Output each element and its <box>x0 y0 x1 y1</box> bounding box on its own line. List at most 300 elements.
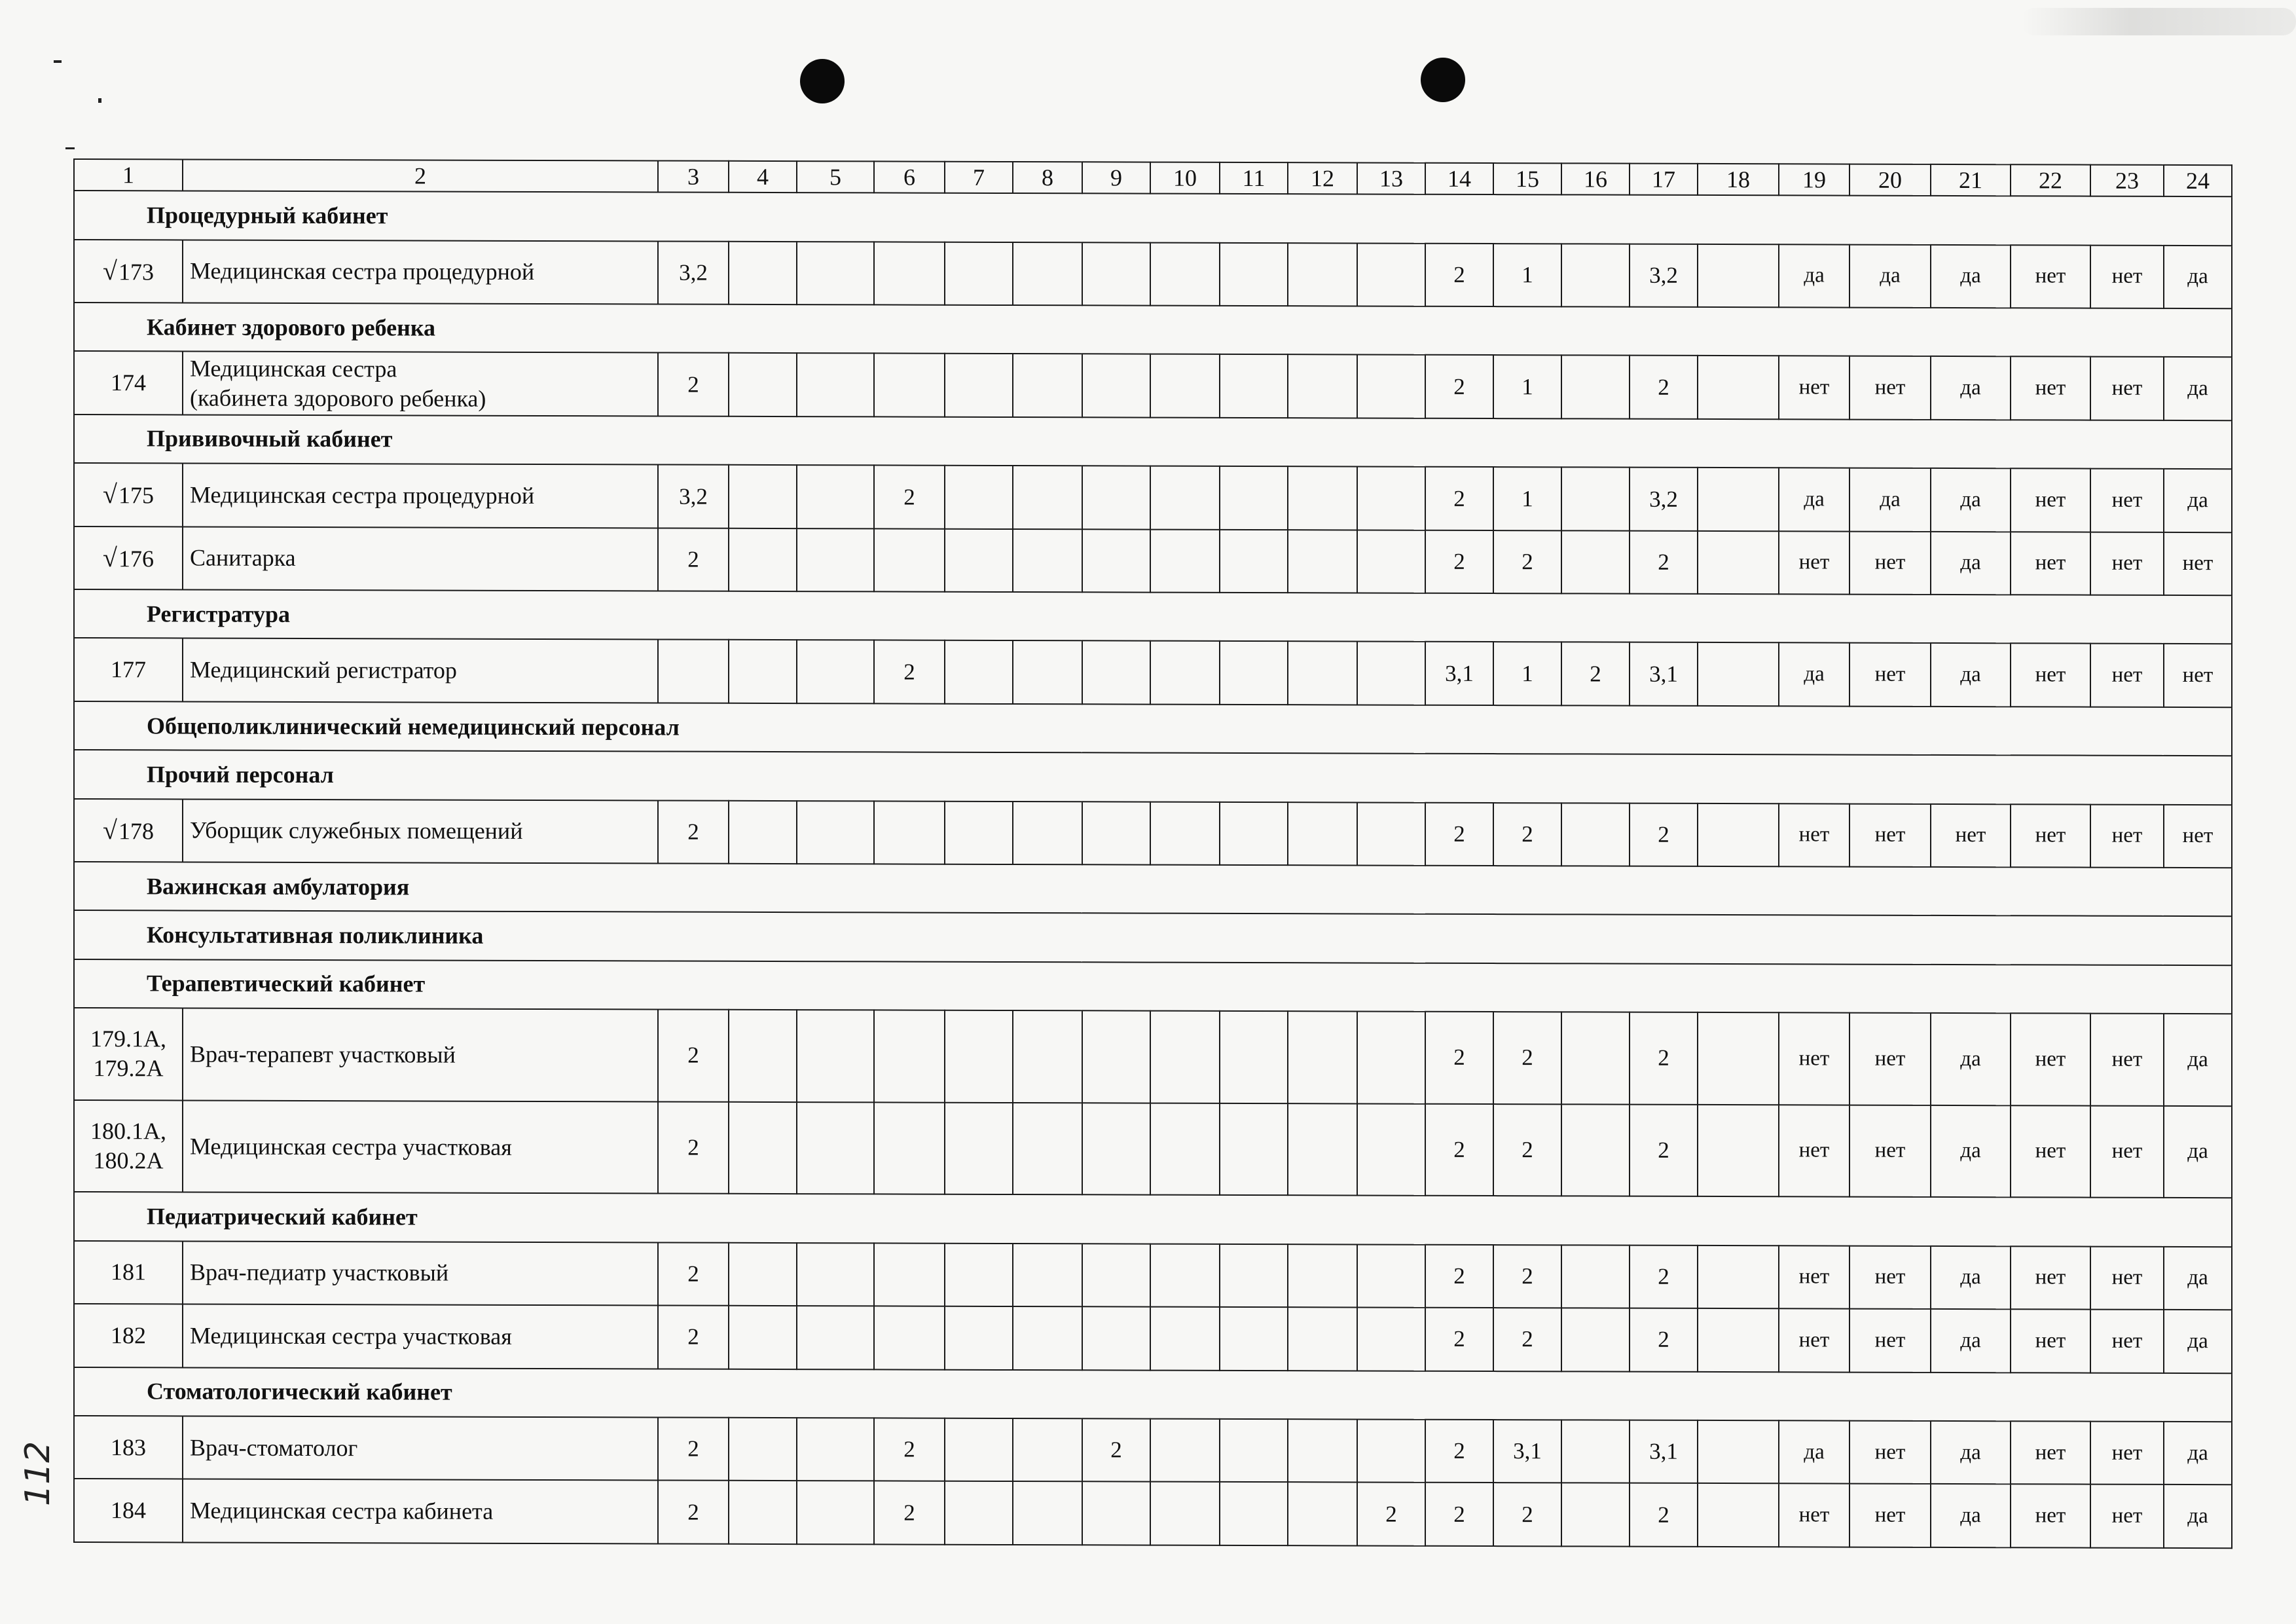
row-number-cell <box>74 351 183 415</box>
value-cell <box>1220 529 1288 593</box>
position-name: Медицинская сестра участковая <box>190 1322 512 1350</box>
value-cell: 2 <box>874 466 945 529</box>
value-cell <box>1220 1244 1288 1308</box>
row-number-cell <box>74 1100 183 1192</box>
value-cell: 1 <box>1493 642 1561 705</box>
value-cell <box>945 1418 1013 1482</box>
value-cell <box>1288 1244 1357 1308</box>
value-cell: 2 <box>658 1242 729 1306</box>
yes-no-cell: нет <box>2011 532 2090 595</box>
value-cell <box>1698 642 1779 706</box>
value-cell <box>797 465 874 528</box>
value-cell <box>1561 1012 1630 1104</box>
value-cell: 2 <box>1357 1483 1425 1546</box>
yes-no-cell: нет <box>1779 803 1850 867</box>
value-cell: 1 <box>1493 467 1561 530</box>
value-cell <box>945 242 1013 305</box>
header-cell: 5 <box>797 161 874 193</box>
value-cell: 3,2 <box>658 465 729 528</box>
table-row <box>74 1416 2232 1485</box>
section-title: Педиатрический кабинет <box>74 1192 2232 1247</box>
value-cell <box>1561 244 1630 307</box>
value-cell: 1 <box>1493 244 1561 307</box>
value-cell: 2 <box>1630 803 1698 866</box>
value-cell: 2 <box>874 1481 945 1545</box>
yes-no-cell: да <box>1931 1013 2011 1105</box>
table-row <box>74 351 2232 420</box>
yes-no-cell: да <box>1779 468 1850 531</box>
section-row <box>74 910 2232 965</box>
value-cell <box>1013 802 1082 865</box>
table-row <box>74 240 2232 309</box>
value-cell <box>797 801 874 864</box>
yes-no-cell: нет <box>1850 531 1931 595</box>
value-cell <box>874 242 945 305</box>
scan-speck <box>98 98 101 103</box>
value-cell <box>1561 1420 1630 1483</box>
position-name-cell <box>183 1304 658 1369</box>
row-number-cell <box>74 638 183 701</box>
value-cell: 2 <box>1493 1104 1561 1196</box>
yes-no-cell: нет <box>1779 1484 1850 1547</box>
header-cell: 9 <box>1082 162 1150 194</box>
yes-no-cell: нет <box>2090 357 2164 420</box>
value-cell <box>729 241 797 304</box>
value-cell <box>1082 1010 1150 1103</box>
yes-no-cell: нет <box>2164 804 2232 868</box>
header-cell: 16 <box>1561 163 1630 195</box>
row-number: 175 <box>118 482 154 509</box>
value-cell <box>797 353 874 416</box>
position-name: Медицинская сестра <box>190 355 397 382</box>
section-row <box>74 701 2232 756</box>
value-cell <box>729 1242 797 1306</box>
value-cell <box>1698 356 1779 419</box>
value-cell <box>1357 1012 1425 1104</box>
section-title: Консультативная поликлиника <box>74 910 2232 965</box>
scan-speck <box>65 147 75 149</box>
table-row <box>74 1479 2232 1548</box>
yes-no-cell: да <box>2164 1310 2232 1373</box>
value-cell: 2 <box>1630 1012 1698 1105</box>
value-cell <box>729 1306 797 1369</box>
yes-no-cell: да <box>2164 469 2232 532</box>
value-cell <box>658 640 729 703</box>
table-row <box>74 1241 2232 1310</box>
yes-no-cell: нет <box>2011 644 2090 707</box>
yes-no-cell: нет <box>2011 1309 2090 1373</box>
position-name: Врач-терапевт участковый <box>190 1041 456 1068</box>
yes-no-cell: нет <box>1779 1012 1850 1105</box>
yes-no-cell: нет <box>1779 1246 1850 1309</box>
value-cell <box>1288 243 1357 306</box>
position-name-cell <box>183 799 658 863</box>
value-cell <box>729 1418 797 1481</box>
value-cell: 2 <box>658 1010 729 1102</box>
section-row <box>74 862 2232 917</box>
yes-no-cell: нет <box>2090 245 2164 308</box>
value-cell <box>797 1418 874 1481</box>
value-cell: 2 <box>1425 1483 1493 1546</box>
position-name: Медицинская сестра кабинета <box>190 1497 494 1524</box>
value-cell <box>1013 1103 1082 1195</box>
value-cell <box>729 1101 797 1194</box>
yes-no-cell: нет <box>1850 1421 1931 1485</box>
value-cell <box>729 353 797 416</box>
row-number-cell <box>74 463 183 526</box>
position-name-cell <box>183 526 658 591</box>
value-cell: 2 <box>874 1418 945 1481</box>
yes-no-cell: да <box>1931 532 2011 595</box>
value-cell: 2 <box>1425 530 1493 593</box>
value-cell: 2 <box>1425 1308 1493 1371</box>
yes-no-cell: да <box>1779 1420 1850 1484</box>
value-cell <box>1013 1010 1082 1103</box>
value-cell <box>874 1306 945 1370</box>
value-cell <box>1082 1306 1150 1370</box>
value-cell <box>1013 1244 1082 1307</box>
row-number: 181 <box>111 1259 146 1285</box>
value-cell <box>945 1010 1013 1103</box>
scan-speck <box>54 60 62 63</box>
value-cell <box>1357 1419 1425 1483</box>
value-cell: 2 <box>1630 1308 1698 1372</box>
value-cell <box>1561 1245 1630 1308</box>
header-cell: 15 <box>1493 163 1561 195</box>
value-cell <box>1013 354 1082 417</box>
yes-no-cell: нет <box>1779 1308 1850 1372</box>
value-cell <box>945 354 1013 417</box>
yes-no-cell: да <box>2164 1247 2232 1310</box>
value-cell <box>729 528 797 591</box>
position-name-cell <box>183 1479 658 1544</box>
value-cell <box>1698 803 1779 866</box>
value-cell <box>1288 1307 1357 1371</box>
value-cell: 3,1 <box>1630 1420 1698 1484</box>
value-cell <box>1220 1482 1288 1545</box>
value-cell: 2 <box>1493 1483 1561 1546</box>
punch-hole-icon <box>800 59 845 103</box>
value-cell <box>1561 356 1630 419</box>
yes-no-cell: да <box>1850 244 1931 308</box>
value-cell <box>1561 1104 1630 1196</box>
header-cell: 18 <box>1698 164 1779 196</box>
yes-no-cell: да <box>2164 1485 2232 1548</box>
value-cell <box>1220 1419 1288 1483</box>
section-row <box>74 750 2232 805</box>
header-cell: 1 <box>74 159 183 191</box>
value-cell <box>1698 1246 1779 1309</box>
value-cell <box>1220 354 1288 418</box>
value-cell <box>797 640 874 703</box>
value-cell <box>1220 641 1288 705</box>
value-cell <box>874 528 945 592</box>
value-cell <box>1357 1244 1425 1308</box>
yes-no-cell: нет <box>1779 1105 1850 1197</box>
yes-no-cell: нет <box>2011 1485 2090 1548</box>
value-cell <box>1288 1011 1357 1103</box>
header-cell: 23 <box>2090 165 2164 197</box>
row-number: 178 <box>118 817 154 845</box>
yes-no-cell: нет <box>1779 531 1850 595</box>
yes-no-cell: нет <box>2090 1014 2164 1106</box>
table-row <box>74 799 2232 868</box>
value-cell <box>1082 1244 1150 1307</box>
value-cell <box>1082 529 1150 593</box>
value-cell <box>1082 466 1150 529</box>
row-number-cell <box>74 799 183 862</box>
header-cell: 3 <box>658 160 729 193</box>
header-cell: 11 <box>1220 162 1288 194</box>
value-cell: 2 <box>1630 1104 1698 1196</box>
yes-no-cell: да <box>2164 245 2232 308</box>
value-cell <box>1561 530 1630 594</box>
value-cell: 2 <box>658 1481 729 1544</box>
value-cell: 2 <box>1493 803 1561 866</box>
value-cell: 2 <box>1630 1245 1698 1308</box>
value-cell <box>797 1010 874 1102</box>
value-cell: 2 <box>1425 243 1493 306</box>
section-title: Прививочный кабинет <box>74 415 2232 470</box>
value-cell <box>1150 1482 1220 1545</box>
header-cell: 24 <box>2164 165 2232 197</box>
yes-no-cell: нет <box>1850 1309 1931 1373</box>
section-title: Общеполиклинический немедицинский персонал <box>74 701 2232 756</box>
value-cell <box>797 1243 874 1306</box>
row-number-cell <box>74 1479 183 1542</box>
yes-no-cell: да <box>2164 357 2232 420</box>
position-name-cell <box>183 1008 658 1101</box>
yes-no-cell: да <box>1779 244 1850 308</box>
yes-no-cell: нет <box>2011 1013 2090 1105</box>
row-number-cell <box>74 1241 183 1304</box>
yes-no-cell: нет <box>2011 1421 2090 1485</box>
yes-no-cell: нет <box>1850 1246 1931 1309</box>
value-cell: 3,1 <box>1493 1420 1561 1483</box>
value-cell: 2 <box>658 353 729 416</box>
yes-no-cell: нет <box>1850 1105 1931 1197</box>
row-number: 173 <box>118 258 154 286</box>
value-cell: 2 <box>1425 355 1493 418</box>
value-cell: 2 <box>1425 1420 1493 1483</box>
header-cell: 22 <box>2011 164 2090 196</box>
row-number: 179.1А, <box>90 1025 166 1052</box>
row-number-cell <box>74 1416 183 1479</box>
value-cell <box>797 528 874 592</box>
value-cell <box>1288 1103 1357 1196</box>
value-cell: 1 <box>1493 355 1561 418</box>
value-cell: 3,2 <box>1630 468 1698 531</box>
section-row <box>74 589 2232 644</box>
position-name-2: (кабинета здорового ребенка) <box>190 384 486 412</box>
yes-no-cell: да <box>1931 468 2011 532</box>
section-title: Важинская амбулатория <box>74 862 2232 917</box>
yes-no-cell: нет <box>2090 532 2164 595</box>
section-title: Стоматологический кабинет <box>74 1367 2232 1422</box>
yes-no-cell: нет <box>2090 469 2164 532</box>
yes-no-cell: да <box>1850 468 1931 532</box>
yes-no-cell: нет <box>1850 803 1931 867</box>
value-cell <box>1013 466 1082 529</box>
punch-hole-icon <box>1421 58 1465 102</box>
value-cell: 2 <box>1425 1244 1493 1308</box>
yes-no-cell: нет <box>2011 468 2090 532</box>
value-cell <box>1561 1483 1630 1547</box>
value-cell <box>729 1010 797 1102</box>
value-cell <box>1698 1308 1779 1372</box>
value-cell <box>1288 466 1357 530</box>
yes-no-cell: да <box>2164 1422 2232 1485</box>
value-cell: 2 <box>1493 1012 1561 1104</box>
position-name-cell <box>183 1241 658 1305</box>
value-cell <box>729 800 797 864</box>
yes-no-cell: нет <box>2011 1246 2090 1310</box>
yes-no-cell: да <box>1931 1309 2011 1373</box>
value-cell <box>1150 242 1220 306</box>
table-row <box>74 526 2232 596</box>
value-cell <box>1698 531 1779 595</box>
value-cell <box>1013 1481 1082 1545</box>
yes-no-cell: нет <box>2090 1310 2164 1373</box>
yes-no-cell: нет <box>1850 643 1931 707</box>
value-cell: 2 <box>658 1101 729 1194</box>
value-cell <box>797 1481 874 1544</box>
value-cell <box>945 466 1013 529</box>
section-row <box>74 1192 2232 1247</box>
value-cell <box>1220 1103 1288 1196</box>
section-title: Регистратура <box>74 589 2232 644</box>
value-cell <box>1150 802 1220 865</box>
value-cell: 2 <box>1630 1483 1698 1547</box>
position-name-cell <box>183 1416 658 1480</box>
yes-no-cell: нет <box>1850 1013 1931 1105</box>
section-row <box>74 415 2232 470</box>
row-number: 183 <box>111 1433 146 1460</box>
header-cell: 14 <box>1425 163 1493 195</box>
value-cell <box>1150 1307 1220 1371</box>
section-title: Процедурный кабинет <box>74 191 2232 246</box>
value-cell <box>1013 242 1082 306</box>
value-cell <box>874 1102 945 1194</box>
yes-no-cell: нет <box>1850 1484 1931 1547</box>
yes-no-cell: нет <box>2011 357 2090 420</box>
value-cell <box>874 801 945 864</box>
header-cell: 2 <box>183 159 658 192</box>
yes-no-cell: нет <box>1931 803 2011 867</box>
section-title: Кабинет здорового ребенка <box>74 303 2232 358</box>
value-cell: 2 <box>1425 1012 1493 1104</box>
header-cell: 21 <box>1931 164 2011 196</box>
section-title: Терапевтический кабинет <box>74 959 2232 1014</box>
yes-no-cell: да <box>1931 1246 2011 1310</box>
value-cell <box>1698 1420 1779 1484</box>
value-cell <box>1288 355 1357 418</box>
value-cell <box>1357 1103 1425 1196</box>
section-row <box>74 959 2232 1014</box>
check-mark-icon: √ <box>103 479 117 509</box>
check-mark-icon: √ <box>103 542 117 573</box>
header-cell: 17 <box>1630 164 1698 196</box>
table-row <box>74 1100 2232 1198</box>
row-number: 176 <box>118 545 154 572</box>
value-cell: 2 <box>1425 1103 1493 1196</box>
value-cell <box>1082 242 1150 306</box>
value-cell <box>1150 1244 1220 1307</box>
header-cell: 13 <box>1357 162 1425 194</box>
yes-no-cell: нет <box>2011 1105 2090 1198</box>
value-cell <box>1082 354 1150 418</box>
yes-no-cell: да <box>1931 1105 2011 1198</box>
value-cell <box>1082 1103 1150 1195</box>
yes-no-cell: нет <box>2011 245 2090 308</box>
yes-no-cell: нет <box>2090 1485 2164 1548</box>
table-row <box>74 638 2232 707</box>
header-cell: 12 <box>1288 162 1357 194</box>
header-cell: 20 <box>1850 164 1931 196</box>
position-name: Медицинская сестра процедурной <box>190 481 535 509</box>
value-cell <box>729 640 797 703</box>
value-cell <box>945 1306 1013 1370</box>
row-number: 174 <box>111 369 146 396</box>
row-number-cell <box>74 1304 183 1367</box>
value-cell: 2 <box>1561 642 1630 706</box>
row-number-cell <box>74 526 183 590</box>
check-mark-icon: √ <box>103 255 117 286</box>
header-cell: 8 <box>1013 162 1082 194</box>
value-cell <box>729 465 797 528</box>
yes-no-cell: нет <box>2164 532 2232 596</box>
value-cell <box>874 354 945 417</box>
position-name: Уборщик служебных помещений <box>190 817 523 845</box>
value-cell <box>1288 1483 1357 1546</box>
value-cell <box>1150 1103 1220 1195</box>
check-mark-icon: √ <box>103 815 117 845</box>
value-cell <box>1013 1418 1082 1482</box>
value-cell <box>1357 642 1425 705</box>
value-cell: 2 <box>658 528 729 591</box>
yes-no-cell: да <box>2164 1014 2232 1106</box>
yes-no-cell: нет <box>1779 356 1850 420</box>
value-cell <box>1082 802 1150 865</box>
position-name-cell <box>183 352 658 416</box>
row-number-cell <box>74 240 183 303</box>
value-cell <box>1288 802 1357 866</box>
value-cell: 2 <box>658 1306 729 1369</box>
value-cell: 3,2 <box>658 241 729 304</box>
yes-no-cell: да <box>1931 356 2011 420</box>
value-cell <box>1561 1308 1630 1371</box>
value-cell: 2 <box>1493 530 1561 594</box>
value-cell <box>945 640 1013 704</box>
value-cell <box>1220 466 1288 530</box>
section-row <box>74 303 2232 358</box>
yes-no-cell: нет <box>2011 804 2090 868</box>
value-cell <box>1288 642 1357 705</box>
value-cell: 2 <box>1493 1245 1561 1308</box>
yes-no-cell: да <box>1779 643 1850 707</box>
staff-table <box>73 158 2232 1549</box>
table-row <box>74 1008 2232 1106</box>
table-body <box>74 159 2232 1548</box>
yes-no-cell: да <box>1931 1484 2011 1547</box>
value-cell <box>1357 1308 1425 1371</box>
value-cell <box>945 528 1013 592</box>
value-cell <box>1220 802 1288 865</box>
row-number: 182 <box>111 1322 146 1349</box>
value-cell <box>1288 1419 1357 1483</box>
position-name-cell <box>183 638 658 703</box>
table-row <box>74 1304 2232 1373</box>
